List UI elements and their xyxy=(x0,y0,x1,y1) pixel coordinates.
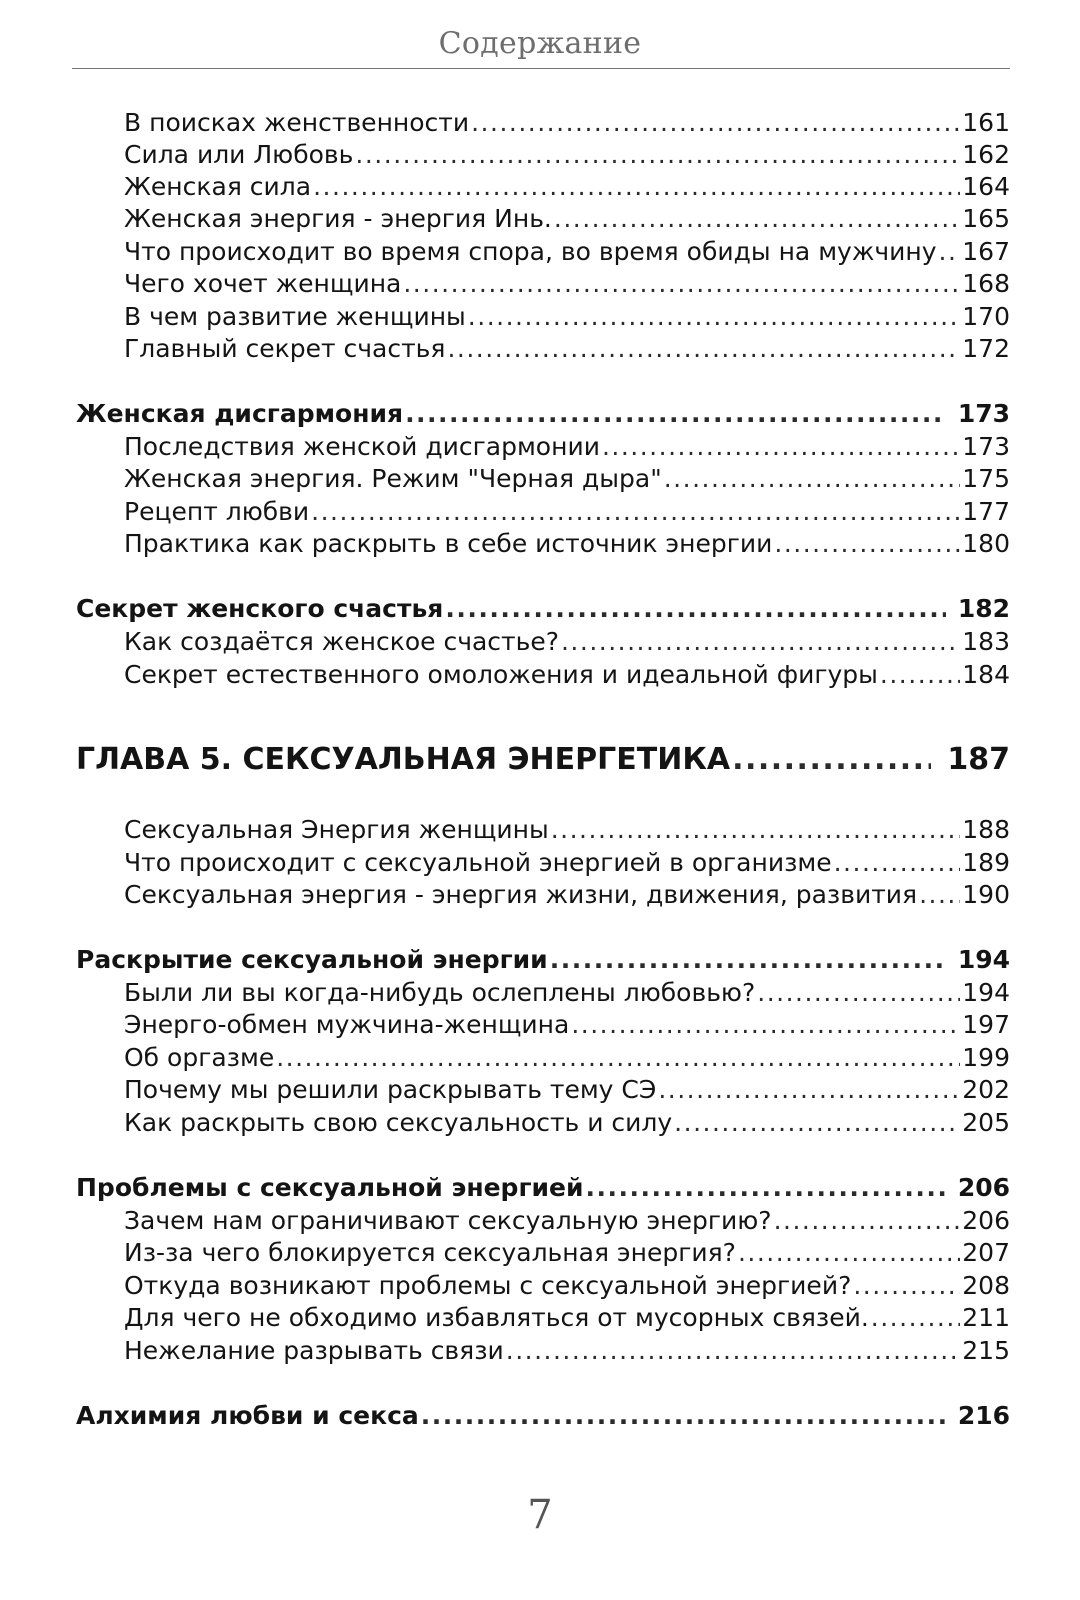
dot-leader xyxy=(506,1334,961,1368)
toc-subsection xyxy=(0,1236,1080,1270)
toc-entry-title: Секрет естественного омоложения и идеальной фигуры xyxy=(124,660,878,689)
toc-entry-page: 183 xyxy=(962,627,1010,656)
toc-subsection xyxy=(0,170,1080,204)
toc-entry-page: 211 xyxy=(962,1303,1010,1332)
toc-subsection xyxy=(0,462,1080,496)
toc-entry-title: Практика как раскрыть в себе источник энергии xyxy=(124,529,773,558)
toc-entry-title: Раскрытие сексуальной энергии xyxy=(76,945,548,974)
dot-leader xyxy=(405,397,946,431)
toc-entry-page: 165 xyxy=(962,204,1010,233)
toc-entry-title: Последствия женской дисгармонии xyxy=(124,432,600,461)
toc-entry-page: 215 xyxy=(962,1336,1010,1365)
toc-entry-title: Для чего не обходимо избавляться от мусорных связей. xyxy=(124,1303,869,1332)
toc-subsection xyxy=(0,878,1080,912)
dot-leader xyxy=(550,943,946,977)
toc-subsection xyxy=(0,267,1080,301)
toc-entry-title: Зачем нам ограничивают сексуальную энергию? xyxy=(124,1206,772,1235)
dot-leader xyxy=(757,976,960,1010)
toc-subsection xyxy=(0,300,1080,334)
toc-entry-page: 189 xyxy=(962,848,1010,877)
toc-entry-title: Из-за чего блокируется сексуальная энергия? xyxy=(124,1238,736,1267)
toc-subsection xyxy=(0,813,1080,847)
toc-section xyxy=(0,943,1080,977)
toc-entry-page: 173 xyxy=(957,399,1010,428)
dot-leader xyxy=(658,1073,960,1107)
toc-subsection xyxy=(0,846,1080,880)
toc-entry-page: 188 xyxy=(962,815,1010,844)
toc-entry-page: 173 xyxy=(962,432,1010,461)
toc-entry-title: Сексуальная энергия - энергия жизни, движения, развития xyxy=(124,880,918,909)
dot-leader xyxy=(276,1041,960,1075)
toc-entry-title: Женская дисгармония xyxy=(76,399,404,428)
toc-entry-page: 168 xyxy=(962,269,1010,298)
toc-subsection xyxy=(0,106,1080,140)
toc-subsection xyxy=(0,658,1080,692)
dot-leader xyxy=(355,138,960,172)
toc-entry-page: 172 xyxy=(962,334,1010,363)
toc-entry-title: Чего хочет женщина xyxy=(124,269,402,298)
toc-entry-title: Женская сила xyxy=(124,172,312,201)
dot-leader xyxy=(468,300,960,334)
toc-entry-page: 190 xyxy=(962,880,1010,909)
toc-entry-page: 170 xyxy=(962,302,1010,331)
toc-entry-title: Секрет женского счастья xyxy=(76,594,444,623)
dot-leader xyxy=(313,170,960,204)
dot-leader xyxy=(774,1204,961,1238)
toc-entry-page: 194 xyxy=(962,978,1010,1007)
toc-entry-title: Что происходит во время спора, во время обиды на мужчину xyxy=(124,237,937,266)
toc-subsection xyxy=(0,976,1080,1010)
toc-subsection xyxy=(0,332,1080,366)
toc-entry-title: Нежелание разрывать связи xyxy=(124,1336,504,1365)
toc-subsection xyxy=(0,495,1080,529)
toc-entry-page: 207 xyxy=(962,1238,1010,1267)
toc-entry-title: Откуда возникают проблемы с сексуальной энергией? xyxy=(124,1271,852,1300)
toc-subsection xyxy=(0,1204,1080,1238)
toc-entry-page: 205 xyxy=(962,1108,1010,1137)
dot-leader xyxy=(939,235,961,269)
dot-leader xyxy=(447,332,960,366)
dot-leader xyxy=(311,495,960,529)
dot-leader xyxy=(554,202,960,236)
dot-leader xyxy=(853,1269,960,1303)
dot-leader xyxy=(602,430,960,464)
toc-subsection xyxy=(0,202,1080,236)
toc-entry-page: 184 xyxy=(962,660,1010,689)
page-number: 7 xyxy=(527,1492,553,1538)
toc-subsection xyxy=(0,1301,1080,1335)
toc-subsection xyxy=(0,1334,1080,1368)
toc-subsection xyxy=(0,625,1080,659)
toc-entry-title: Об оргазме xyxy=(124,1043,275,1072)
dot-leader xyxy=(738,1236,960,1270)
dot-leader xyxy=(471,106,960,140)
dot-leader xyxy=(551,813,961,847)
toc-chapter xyxy=(0,740,1080,780)
dot-leader xyxy=(774,527,960,561)
toc-section xyxy=(0,1399,1080,1433)
dot-leader xyxy=(834,846,961,880)
dot-leader xyxy=(880,658,960,692)
toc-entry-title: Энерго-обмен мужчина-женщина xyxy=(124,1010,570,1039)
toc-entry-title: Как раскрыть свою сексуальность и силу xyxy=(124,1108,673,1137)
toc-entry-title: ГЛАВА 5. СЕКСУАЛЬНАЯ ЭНЕРГЕТИКА xyxy=(76,742,731,777)
toc-entry-title: Что происходит с сексуальной энергией в организме xyxy=(124,848,832,877)
toc-subsection xyxy=(0,1106,1080,1140)
dot-leader xyxy=(732,740,931,780)
toc-entry-page: 197 xyxy=(962,1010,1010,1039)
toc-entry-title: Сила или Любовь xyxy=(124,140,354,169)
toc-entry-page: 175 xyxy=(962,464,1010,493)
toc-entry-title: Как создаётся женское счастье? xyxy=(124,627,559,656)
toc-entry-title: Рецепт любви xyxy=(124,497,310,526)
toc-entry-title: Главный секрет счастья xyxy=(124,334,446,363)
toc-entry-page: 167 xyxy=(962,237,1010,266)
toc-subsection xyxy=(0,1041,1080,1075)
toc-entry-title: Алхимия любви и секса xyxy=(76,1401,419,1430)
dot-leader xyxy=(664,462,961,496)
toc-entry-title: Почему мы решили раскрывать тему СЭ xyxy=(124,1075,657,1104)
toc-entry-page: 202 xyxy=(962,1075,1010,1104)
toc-subsection xyxy=(0,527,1080,561)
toc-section xyxy=(0,397,1080,431)
dot-leader xyxy=(421,1399,946,1433)
toc-entry-page: 164 xyxy=(962,172,1010,201)
toc-entry-page: 182 xyxy=(957,594,1010,623)
toc-entry-page: 187 xyxy=(947,742,1010,777)
toc-entry-page: 216 xyxy=(957,1401,1010,1430)
toc-entry-page: 180 xyxy=(962,529,1010,558)
toc-entry-title: Сексуальная Энергия женщины xyxy=(124,815,549,844)
dot-leader xyxy=(445,592,945,626)
dot-leader xyxy=(674,1106,960,1140)
toc-entry-title: Были ли вы когда-нибудь ослеплены любовью? xyxy=(124,978,756,1007)
toc-entry-page: 162 xyxy=(962,140,1010,169)
dot-leader xyxy=(571,1008,960,1042)
toc-subsection xyxy=(0,430,1080,464)
toc-entry-page: 206 xyxy=(957,1173,1010,1202)
dot-leader xyxy=(403,267,960,301)
dot-leader xyxy=(561,625,960,659)
toc-subsection xyxy=(0,1008,1080,1042)
toc-entry-title: Проблемы с сексуальной энергией xyxy=(76,1173,584,1202)
toc-entry-page: 199 xyxy=(962,1043,1010,1072)
toc-entry-page: 177 xyxy=(962,497,1010,526)
dot-leader xyxy=(919,878,960,912)
toc-section xyxy=(0,592,1080,626)
toc-subsection xyxy=(0,235,1080,269)
dot-leader xyxy=(871,1301,961,1335)
dot-leader xyxy=(586,1171,946,1205)
toc-entry-title: Женская энергия. Режим "Черная дыра" xyxy=(124,464,662,493)
toc-subsection xyxy=(0,138,1080,172)
toc-entry-title: В чем развитие женщины xyxy=(124,302,466,331)
toc-entry-title: В поисках женственности xyxy=(124,108,470,137)
toc-subsection xyxy=(0,1269,1080,1303)
toc-entry-page: 208 xyxy=(962,1271,1010,1300)
toc-section xyxy=(0,1171,1080,1205)
toc-entry-page: 161 xyxy=(962,108,1010,137)
running-head-title: Содержание xyxy=(438,26,642,61)
toc-subsection xyxy=(0,1073,1080,1107)
toc-entry-title: Женская энергия - энергия Инь. xyxy=(124,204,552,233)
toc-entry-page: 206 xyxy=(962,1206,1010,1235)
toc-entry-page: 194 xyxy=(957,945,1010,974)
